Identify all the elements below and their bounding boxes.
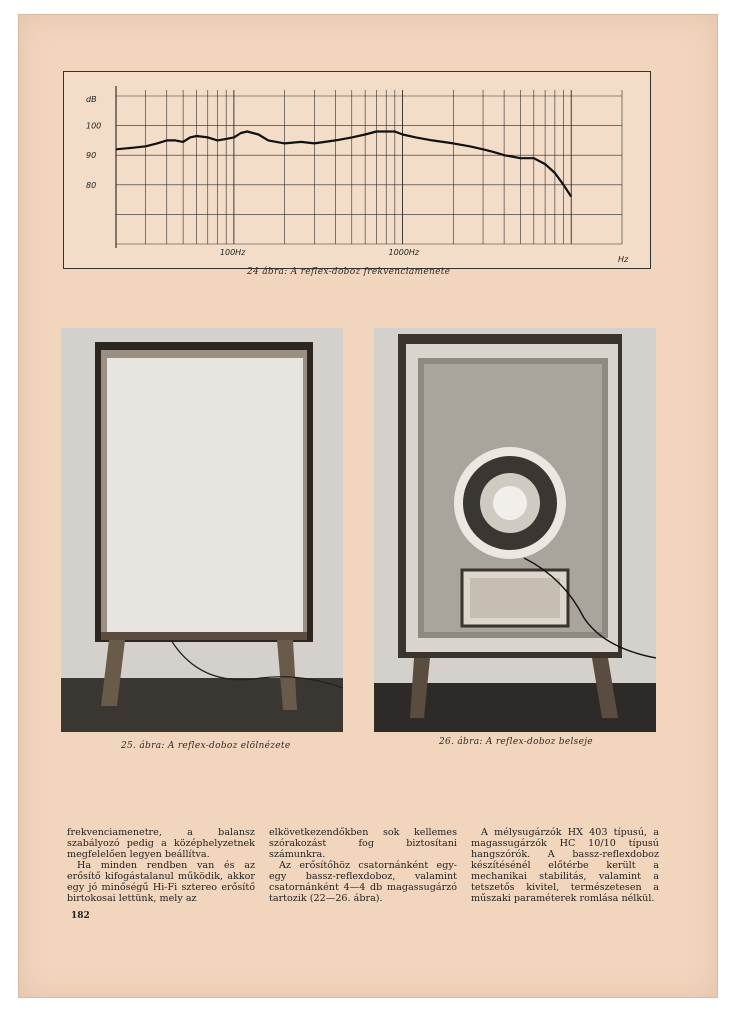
magazine-page (18, 14, 718, 998)
text-column-2 (269, 827, 457, 904)
x-tick-label: 100Hz (219, 248, 246, 257)
figure-25-caption: 25. ábra: A reflex-doboz elölnézete (121, 741, 291, 751)
y-tick-label: 80 (86, 180, 97, 190)
text-column-1 (67, 827, 255, 904)
paragraph: A mélysugárzók HX 403 típusú, a magassugárzók HC 10/10 típusú hangszórók. A bassz-reflexdoboz készítésénél előtérbe került a mechanikai stabilitás, valamint a tetszetős kivitel, természetesen a műszaki paraméterek romlása nélkül. (471, 827, 659, 904)
y-tick-label: 100 (86, 121, 102, 131)
chart-plot (64, 72, 650, 268)
frequency-response-chart (63, 71, 651, 269)
text-column-3 (471, 827, 659, 904)
x-tick-label: 1000Hz (388, 248, 420, 257)
paragraph: Ha minden rendben van és az erősítő kifogástalanul működik, akkor egy jó minőségű Hi-Fi sztereo erősítő birtokosai lettünk, mely az (67, 860, 255, 904)
page-number: 182 (71, 911, 90, 921)
figure-26-caption: 26. ábra: A reflex-doboz belseje (439, 737, 593, 747)
y-tick-label: 90 (86, 151, 97, 161)
figure-25-photo (61, 328, 343, 732)
y-axis-label: dB (86, 95, 97, 104)
speaker-front-illustration (61, 328, 343, 732)
paragraph: frekvenciamenetre, a balansz szabályozó pedig a középhelyzetnek megfelelően legyen beállítva. (67, 827, 255, 860)
frequency-response-line (116, 132, 571, 197)
figure-26-photo (374, 328, 656, 732)
speaker-interior-illustration (374, 328, 656, 732)
paragraph: Az erősítőhöz csatornánként egy-egy bassz-reflexdoboz, valamint csatornánként 4—4 db magassugárzó tartozik (22—26. ábra). (269, 860, 457, 904)
figure-24-caption: 24 ábra: A reflex-doboz frekvenciamenete (247, 267, 451, 277)
paragraph: elkövetkezendőkben sok kellemes szórakozást fog biztosítani számunkra. (269, 827, 457, 860)
x-axis-label: Hz (618, 255, 629, 264)
